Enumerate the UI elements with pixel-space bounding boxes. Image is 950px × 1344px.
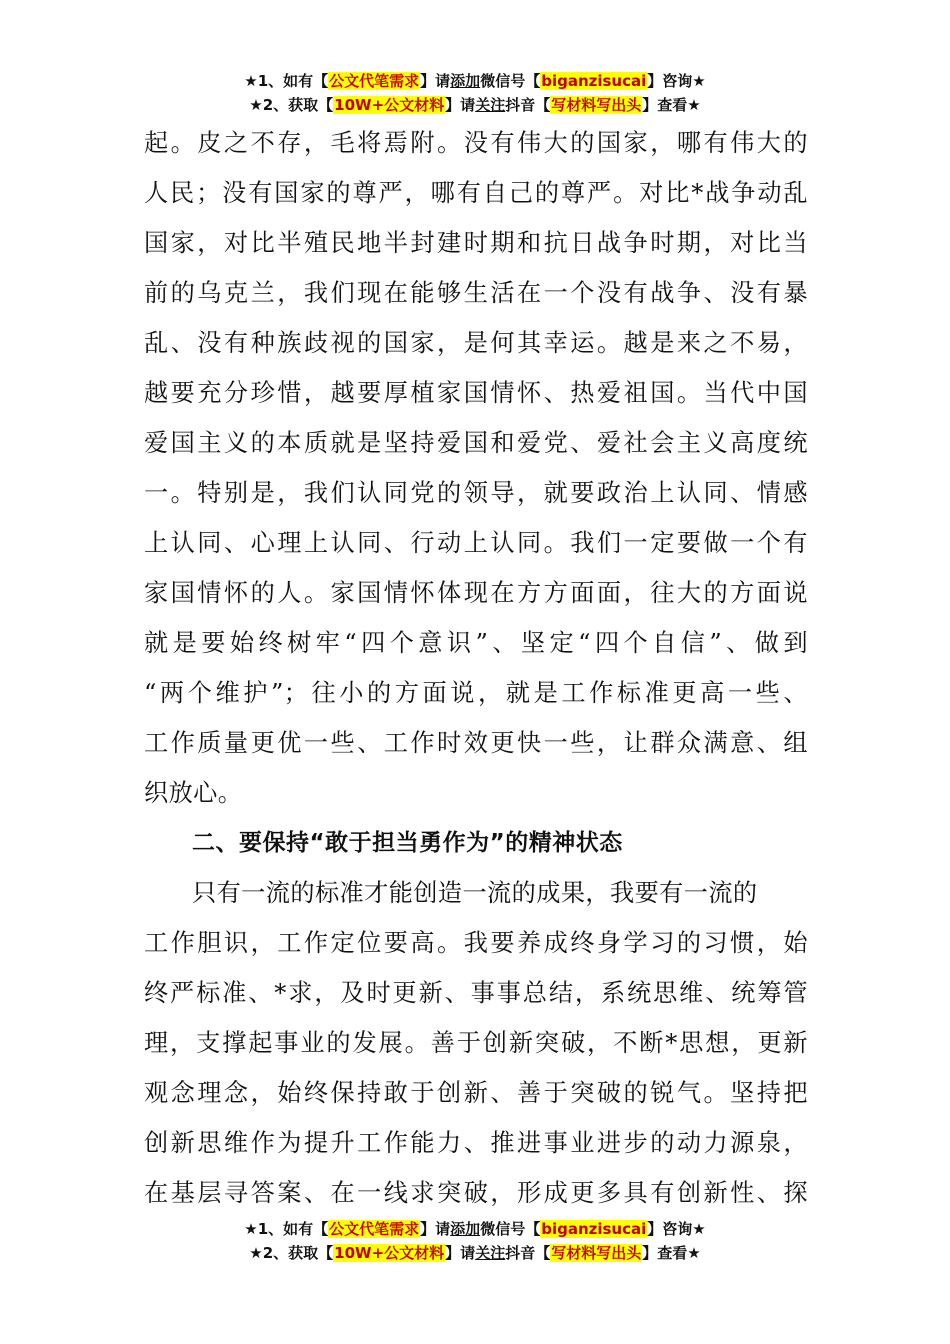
- text-line: 国家，对比半殖民地半封建时期和抗日战争时期，对比当: [144, 229, 808, 257]
- banner-text: 】请: [445, 96, 476, 114]
- underlined-text: 关注: [475, 1244, 506, 1262]
- star-icon: ★: [249, 96, 263, 114]
- text-line: 一。特别是，我们认同党的领导，就要政治上认同、情感: [144, 479, 808, 507]
- text-line: 就是要始终树牢“四个意识”、坚定“四个自信”、做到: [144, 629, 808, 657]
- banner-line-2: [0, 1242, 950, 1266]
- highlight-wechat-id: biganzisucai: [541, 72, 647, 90]
- banner-text: 】咨询: [647, 1220, 693, 1238]
- footer-banner: [0, 1218, 950, 1266]
- highlight-service: 公文代笔需求: [329, 72, 420, 90]
- star-icon: ★: [692, 72, 706, 90]
- text-line: “两个维护”；往小的方面说，就是工作标准更高一些、: [144, 679, 808, 707]
- banner-text: 微信号【: [480, 72, 541, 90]
- highlight-douyin: 写材料写出头: [551, 96, 642, 114]
- text-line: 越要充分珍惜，越要厚植家国情怀、热爱祖国。当代中国: [144, 379, 808, 407]
- text-line: 工作质量更优一些、工作时效更快一些，让群众满意、组: [144, 729, 808, 757]
- banner-text: 】请: [420, 72, 451, 90]
- text-line: 人民；没有国家的尊严，哪有自己的尊严。对比*战争动乱: [144, 179, 808, 207]
- text-line: 织放心。: [144, 779, 243, 807]
- header-banner: [0, 70, 950, 118]
- text-line: 乱、没有种族歧视的国家，是何其幸运。越是来之不易，: [144, 329, 808, 357]
- banner-line-1: [0, 1218, 950, 1242]
- underlined-text: 添加: [450, 72, 481, 90]
- paragraph-standards: [144, 868, 808, 1218]
- highlight-materials: 10W+公文材料: [334, 96, 445, 114]
- banner-text: 1、如有【: [257, 1220, 329, 1238]
- text-line: 理，支撑起事业的发展。善于创新突破，不断*思想，更新: [144, 1029, 808, 1057]
- banner-text: 1、如有【: [257, 72, 329, 90]
- highlight-service: 公文代笔需求: [329, 1220, 420, 1238]
- paragraph-patriotism: [144, 118, 808, 818]
- banner-text: 】请: [420, 1220, 451, 1238]
- text-line: 起。皮之不存，毛将焉附。没有伟大的国家，哪有伟大的: [144, 129, 808, 157]
- document-body: [144, 118, 808, 1218]
- text-line: 前的乌克兰，我们现在能够生活在一个没有战争、没有暴: [144, 279, 808, 307]
- star-icon: ★: [687, 1244, 701, 1262]
- banner-line-2: [0, 94, 950, 118]
- text-line: 爱国主义的本质就是坚持爱国和爱党、爱社会主义高度统: [144, 429, 808, 457]
- banner-line-1: [0, 70, 950, 94]
- banner-text: 】咨询: [647, 72, 693, 90]
- section-heading-2: 二、要保持“敢于担当勇作为”的精神状态: [192, 830, 623, 856]
- text-line: 只有一流的标准才能创造一流的成果，我要有一流的: [192, 879, 758, 907]
- underlined-text: 关注: [475, 96, 506, 114]
- banner-text: 抖音【: [505, 96, 551, 114]
- text-line: 终严标准、*求，及时更新、事事总结，系统思维、统筹管: [144, 979, 808, 1007]
- star-icon: ★: [692, 1220, 706, 1238]
- star-icon: ★: [249, 1244, 263, 1262]
- text-line: 创新思维作为提升工作能力、推进事业进步的动力源泉，: [144, 1129, 808, 1157]
- star-icon: ★: [687, 96, 701, 114]
- banner-text: 微信号【: [480, 1220, 541, 1238]
- highlight-wechat-id: biganzisucai: [541, 1220, 647, 1238]
- banner-text: 】查看: [642, 96, 688, 114]
- banner-text: 】查看: [642, 1244, 688, 1262]
- banner-text: 】请: [445, 1244, 476, 1262]
- star-icon: ★: [244, 1220, 258, 1238]
- star-icon: ★: [244, 72, 258, 90]
- banner-text: 2、获取【: [262, 1244, 334, 1262]
- highlight-materials: 10W+公文材料: [334, 1244, 445, 1262]
- text-line: 在基层寻答案、在一线求突破，形成更多具有创新性、探: [144, 1179, 808, 1207]
- text-line: 上认同、心理上认同、行动上认同。我们一定要做一个有: [144, 529, 808, 557]
- text-line: 工作胆识，工作定位要高。我要养成终身学习的习惯，始: [144, 929, 808, 957]
- text-line: 家国情怀的人。家国情怀体现在方方面面，往大的方面说: [144, 579, 808, 607]
- underlined-text: 添加: [450, 1220, 481, 1238]
- banner-text: 抖音【: [505, 1244, 551, 1262]
- banner-text: 2、获取【: [262, 96, 334, 114]
- highlight-douyin: 写材料写出头: [551, 1244, 642, 1262]
- text-line: 观念理念，始终保持敢于创新、善于突破的锐气。坚持把: [144, 1079, 808, 1107]
